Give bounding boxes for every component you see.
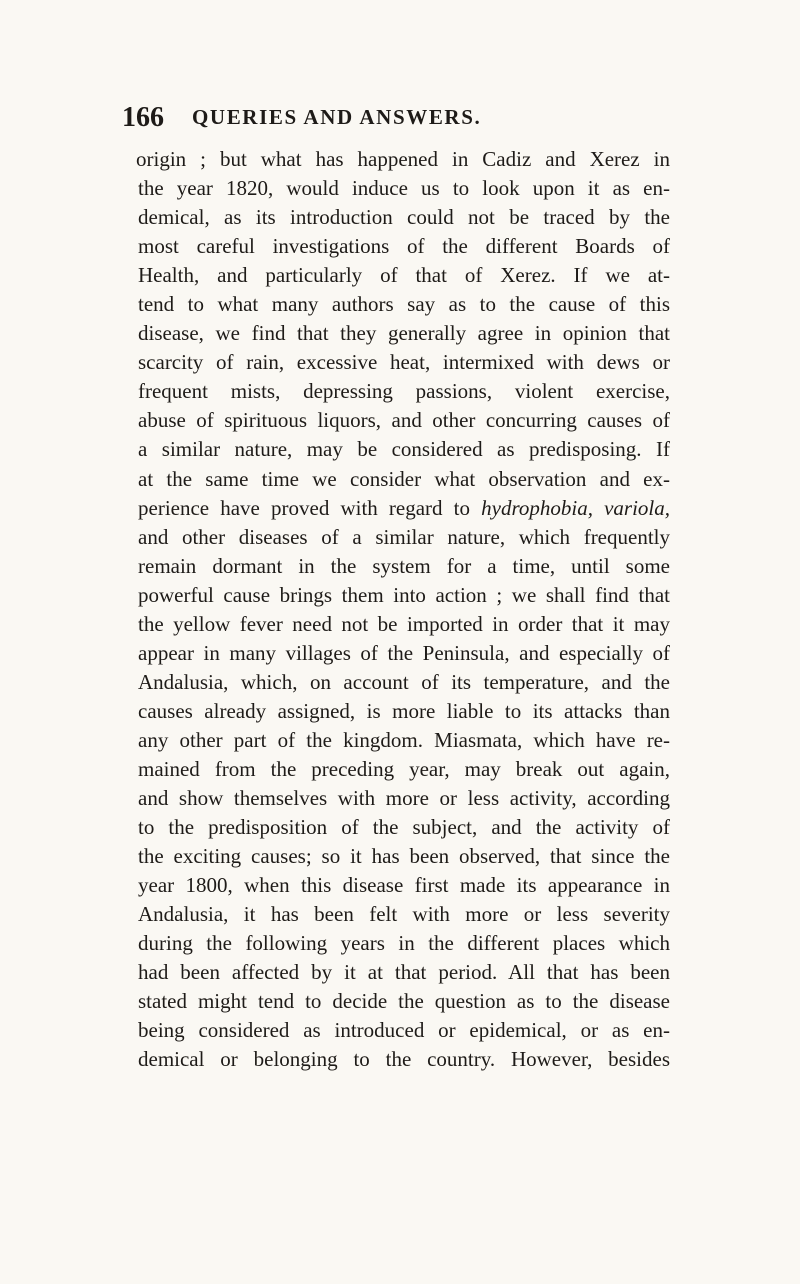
text-line: most careful investigations of the different Boards of xyxy=(138,234,670,259)
text-line: the yellow fever need not be imported in order that it may xyxy=(138,611,670,636)
text-line: to the predisposition of the subject, and the activity of xyxy=(138,815,670,840)
text-line: causes already assigned, is more liable to its attacks than xyxy=(138,698,670,723)
text-line: year 1800, when this disease first made its appearance in xyxy=(138,873,670,898)
text-line: mained from the preceding year, may break out again, xyxy=(138,756,670,781)
text-line: any other part of the kingdom. Miasmata, which have re- xyxy=(138,727,670,752)
text-line: the exciting causes; so it has been observed, that since the xyxy=(138,844,670,869)
italic-terms: hydrophobia, variola, xyxy=(481,495,670,520)
running-head xyxy=(122,102,682,136)
text-line: Andalusia, it has been felt with more or less severity xyxy=(138,902,670,927)
body-text xyxy=(138,145,670,1075)
text-line-with-italic xyxy=(138,494,670,523)
text-line: and other diseases of a similar nature, which frequently xyxy=(138,524,670,549)
text-line: Health, and particularly of that of Xerez. If we at- xyxy=(138,263,670,288)
text-line: powerful cause brings them into action ; we shall find that xyxy=(138,582,670,607)
text-line: disease, we find that they generally agree in opinion that xyxy=(138,321,670,346)
text-line: a similar nature, may be considered as predisposing. If xyxy=(138,437,670,462)
text-line: demical or belonging to the country. However, besides xyxy=(138,1047,670,1072)
text-line: origin ; but what has happened in Cadiz and Xerez in xyxy=(136,147,670,171)
text-line: stated might tend to decide the question as to the disease xyxy=(138,989,670,1014)
text-line: remain dormant in the system for a time, until some xyxy=(138,553,670,578)
text-line: tend to what many authors say as to the cause of this xyxy=(138,292,670,317)
text-line: had been affected by it at that period. All that has been xyxy=(138,960,670,985)
text-line: the year 1820, would induce us to look upon it as en- xyxy=(138,176,670,201)
text-line: appear in many villages of the Peninsula, and especially of xyxy=(138,640,670,665)
text-line: demical, as its introduction could not be traced by the xyxy=(138,205,670,230)
text-line: during the following years in the different places which xyxy=(138,931,670,956)
text-line: being considered as introduced or epidemical, or as en- xyxy=(138,1018,670,1043)
text-line: scarcity of rain, excessive heat, intermixed with dews or xyxy=(138,350,670,375)
running-title: QUERIES AND ANSWERS. xyxy=(192,105,482,129)
text-line: abuse of spirituous liquors, and other concurring causes of xyxy=(138,408,670,433)
page-number: 166 xyxy=(122,102,164,133)
text-segment: perience have proved with regard to xyxy=(138,495,471,520)
text-line: at the same time we consider what observation and ex- xyxy=(138,466,670,491)
text-line: Andalusia, which, on account of its temperature, and the xyxy=(138,669,670,694)
text-line: and show themselves with more or less activity, according xyxy=(138,786,670,811)
text-line: frequent mists, depressing passions, violent exercise, xyxy=(138,379,670,404)
